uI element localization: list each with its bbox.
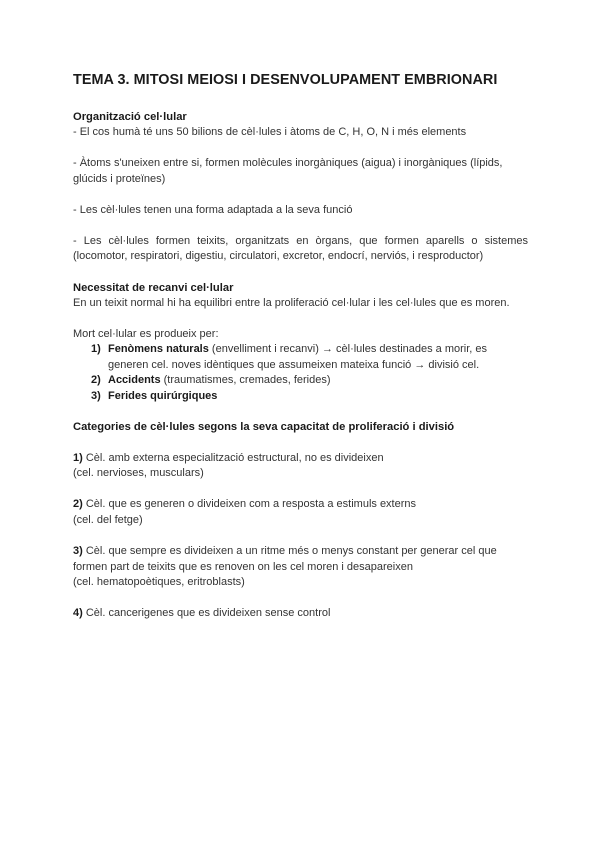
list-item bbox=[73, 389, 528, 405]
section-heading-organitzacio: Organització cel·lular bbox=[73, 111, 187, 123]
list-number: 2) bbox=[91, 374, 101, 387]
paragraph: - El cos humà té uns 50 bilions de cèl·lules i àtoms de C, H, O, N i més elements bbox=[73, 126, 467, 138]
causes-list bbox=[73, 342, 528, 404]
paragraph: En un teixit normal hi ha equilibri entre la proliferació cel·lular i les cel·lules que es moren. bbox=[73, 296, 510, 309]
section-heading-categories: Categories de cèl·lules segons la seva capacitat de proliferació i divisió bbox=[73, 421, 455, 434]
list-number: 1) bbox=[91, 343, 101, 356]
paragraph: - Les cèl·lules tenen una forma adaptada a la seva funció bbox=[73, 203, 353, 216]
list-number: 3) bbox=[91, 390, 101, 403]
section-heading-recanvi: Necessitat de recanvi cel·lular bbox=[73, 281, 234, 294]
paragraph: Mort cel·lular es produeix per: bbox=[73, 327, 219, 340]
list-item bbox=[73, 342, 528, 373]
category-item: 1) Cèl. amb externa especialització estructural, no es divideixen bbox=[73, 451, 384, 464]
paragraph: - Àtoms s'uneixen entre si, formen molècules inorgàniques (aigua) i inorgàniques (lípids, glúcids i proteïnes) bbox=[73, 157, 503, 185]
list-item-text: (envelliment i recanvi) → cèl·lules destinades a morir, es generen cel. noves idèntiques que assumeixen mateixa funció → divisió cel. bbox=[108, 343, 488, 371]
category-item: 2) Cèl. que es generen o divideixen com a resposta a estimuls externs bbox=[73, 498, 417, 511]
list-item-bold: Fenòmens naturals bbox=[108, 343, 209, 356]
page-title: TEMA 3. MITOSI MEIOSI I DESENVOLUPAMENT EMBRIONARI bbox=[73, 72, 498, 88]
category-example: (cel. hematopoètiques, eritroblasts) bbox=[73, 576, 245, 589]
paragraph: - Les cèl·lules formen teixits, organitzats en òrgans, que formen aparells o sistemes (locomotor, respiratori, digestiu, circulatori, excretor, endocrí, nerviós, i resproductor) bbox=[73, 234, 528, 263]
list-item-text: (traumatismes, cremades, ferides) bbox=[160, 374, 331, 387]
list-item-bold: Accidents bbox=[108, 374, 161, 387]
category-example: (cel. nervioses, musculars) bbox=[73, 467, 204, 480]
list-item bbox=[73, 373, 528, 389]
category-item: 4) Cèl. cancerigenes que es divideixen sense control bbox=[73, 607, 331, 620]
list-item-bold: Ferides quirúrgiques bbox=[108, 390, 218, 403]
document-page bbox=[73, 72, 528, 622]
category-example: (cel. del fetge) bbox=[73, 513, 143, 526]
category-item: 3) Cèl. que sempre es divideixen a un ritme més o menys constant per generar cel que formen part de teixits que es renoven on les cel moren i desapareixen bbox=[73, 545, 497, 573]
